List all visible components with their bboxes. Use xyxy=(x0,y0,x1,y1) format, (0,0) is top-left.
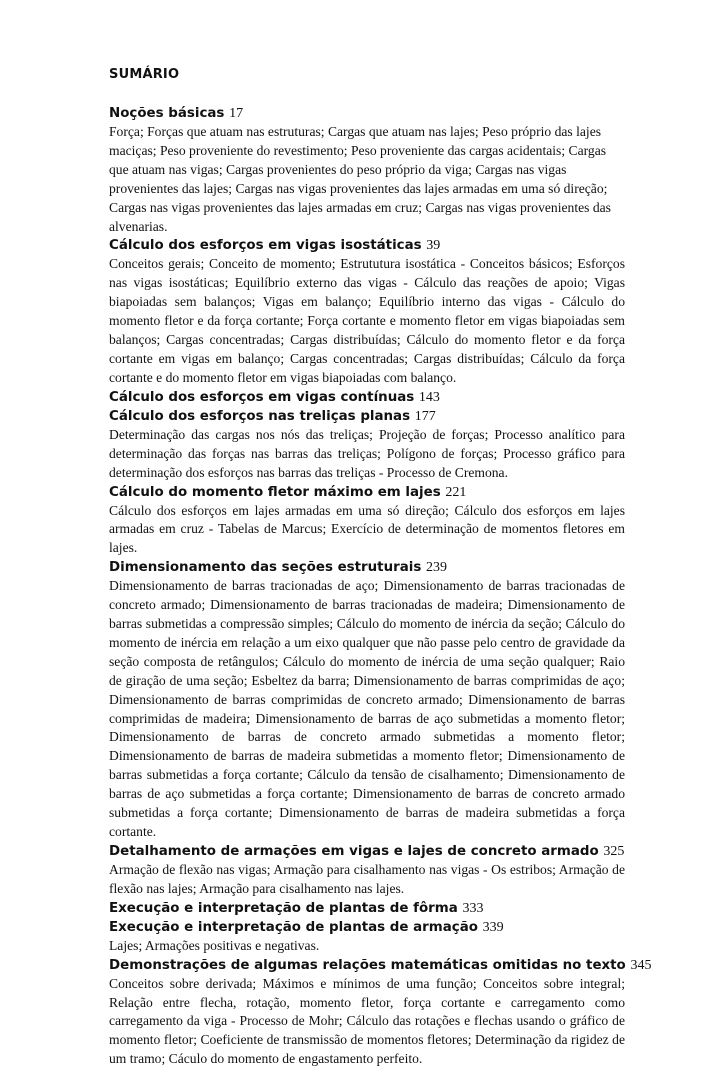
section-title: Cálculo do momento fletor máximo em lajes xyxy=(109,484,441,500)
section-title: Noções básicas xyxy=(109,106,225,121)
section-heading xyxy=(109,483,625,502)
section-heading xyxy=(109,918,625,937)
section-topics: Dimensionamento de barras tracionadas de aço; Dimensionamento de barras tracionadas de concreto armado; Dimensionamento de barras tracionadas de madeira; Dimensionamento de barras submetidas a compressão simples; Cálculo do momento de inércia da seção; Cálculo do momento de inércia em relação a um eixo qualquer que não passe pelo centro de gravidade da seção composta de retângulos; Cálculo do momento de inércia de uma seção qualquer; Raio de giração de uma seção; Esbeltez da barra; Dimensionamento de barras comprimidas de aço; Dimensionamento de barras comprimidas de concreto armado; Dimensionamento de barras comprimidas de madeira; Dimensionamento de barras de aço submetidas a momento fletor; Dimensionamento de barras de concreto armado submetidas a momento fletor; Dimensionamento de barras de madeira submetidas a momento fletor; Dimensionamento de barras submetidas a força cortante; Cálculo da tensão de cisalhamento; Dimensionamento de barras de aço submetidas a força cortante; Dimensionamento de barras de concreto armado submetidas a força cortante; Dimensionamento de barras de madeira submetidas a força cortante. xyxy=(109,578,625,839)
section-title: Execução e interpretação de plantas de armação xyxy=(109,919,478,935)
section-title: Demonstrações de algumas relações matemáticas omitidas no texto xyxy=(109,957,626,973)
toc-section-trelicas-planas xyxy=(109,407,625,483)
section-page-number: 177 xyxy=(414,408,436,424)
section-heading xyxy=(109,899,625,918)
section-page-number: 143 xyxy=(418,389,440,405)
section-page-number: 345 xyxy=(630,957,652,973)
section-heading xyxy=(109,388,625,407)
section-topics: Determinação das cargas nos nós das treliças; Projeção de forças; Processo analítico para determinação das forças nas barras das treliças; Polígono de forças; Processo gráfico para determinação dos esforços nas barras das treliças - Processo de Cremona. xyxy=(109,426,625,480)
toc-section-momento-fletor-lajes xyxy=(109,483,625,559)
section-title: Detalhamento de armações em vigas e lajes de concreto armado xyxy=(109,843,599,859)
toc-section-plantas-forma xyxy=(109,899,625,918)
page-title: SUMÁRIO xyxy=(109,67,180,82)
section-page-number: 39 xyxy=(426,238,441,254)
toc-section-detalhamento-armacoes xyxy=(109,842,625,899)
section-page-number: 221 xyxy=(445,484,467,500)
toc-section-demonstracoes xyxy=(109,956,652,1069)
section-heading xyxy=(109,842,625,861)
section-topics: Força; Forças que atuam nas estruturas; Cargas que atuam nas lajes; Peso próprio das lajes maciças; Peso proveniente do revestimento; Peso proveniente das cargas acidentais; Cargas que atuam nas vigas; Cargas provenientes do peso próprio da viga; Cargas nas vigas provenientes das lajes; Cargas nas vigas provenientes das lajes armadas em uma só direção; Cargas nas vigas provenientes das lajes armadas em cruz; Cargas nas vigas provenientes das alvenarias. xyxy=(109,124,611,234)
toc-section-dimensionamento xyxy=(109,558,625,842)
section-title: Execução e interpretação de plantas de fôrma xyxy=(109,900,458,916)
section-page-number: 333 xyxy=(462,900,484,916)
section-page-number: 239 xyxy=(426,560,447,576)
section-topics: Conceitos gerais; Conceito de momento; Estrututura isostática - Conceitos básicos; Esforços nas vigas isostáticas; Equilíbrio externo das vigas - Cálculo das reações de apoio; Vigas biapoiadas sem balanços; Vigas em balanço; Equilíbrio interno das vigas - Cálculo do momento fletor e da força cortante; Força cortante e momento fletor em vigas biapoiadas sem balanços; Cargas concentradas; Cargas distribuídas; Cálculo do momento fletor e da força cortante em vigas em balanço; Cargas concentradas; Cargas distribuídas; Cálculo da força cortante e do momento fletor em vigas biapoiadas com balanço. xyxy=(109,256,625,385)
table-of-contents xyxy=(109,66,652,1069)
section-page-number: 339 xyxy=(482,919,504,935)
section-topics: Cálculo dos esforços em lajes armadas em uma só direção; Cálculo dos esforços em lajes armadas em cruz - Tabelas de Marcus; Exercício de determinação de momentos fletores em lajes. xyxy=(109,502,625,556)
toc-section-plantas-armacao xyxy=(109,918,625,956)
section-topics: Conceitos sobre derivada; Máximos e mínimos de uma função; Conceitos sobre integral; Relação entre flecha, rotação, momento fletor, força cortante e carregamento como carregamento da viga - Processo de Mohr; Cálculo das rotações e flechas usando o gráfico de momento fletor; Coeficiente de transmissão de momentos fletores; Determinação da rigidez de um tramo; Cáculo do momento de engastamento perfeito. xyxy=(109,975,625,1067)
section-heading xyxy=(109,104,625,123)
toc-section-nocoes-basicas xyxy=(109,104,625,236)
section-heading xyxy=(109,956,652,975)
section-page-number: 325 xyxy=(603,843,625,859)
section-title: Cálculo dos esforços em vigas contínuas xyxy=(109,389,415,405)
section-page-number: 17 xyxy=(229,106,244,121)
section-topics: Lajes; Armações positivas e negativas. xyxy=(109,937,320,953)
section-title: Cálculo dos esforços nas treliças planas xyxy=(109,408,411,424)
toc-section-vigas-isostaticas xyxy=(109,236,625,387)
section-heading xyxy=(109,558,625,577)
section-heading xyxy=(109,236,625,255)
toc-section-vigas-continuas xyxy=(109,388,625,407)
section-heading xyxy=(109,407,625,426)
section-title: Cálculo dos esforços em vigas isostáticas xyxy=(109,238,422,254)
section-topics: Armação de flexão nas vigas; Armação para cisalhamento nas vigas - Os estribos; Armação de flexão nas lajes; Armação para cisalhamento nas lajes. xyxy=(109,861,625,896)
section-title: Dimensionamento das seções estruturais xyxy=(109,560,422,576)
